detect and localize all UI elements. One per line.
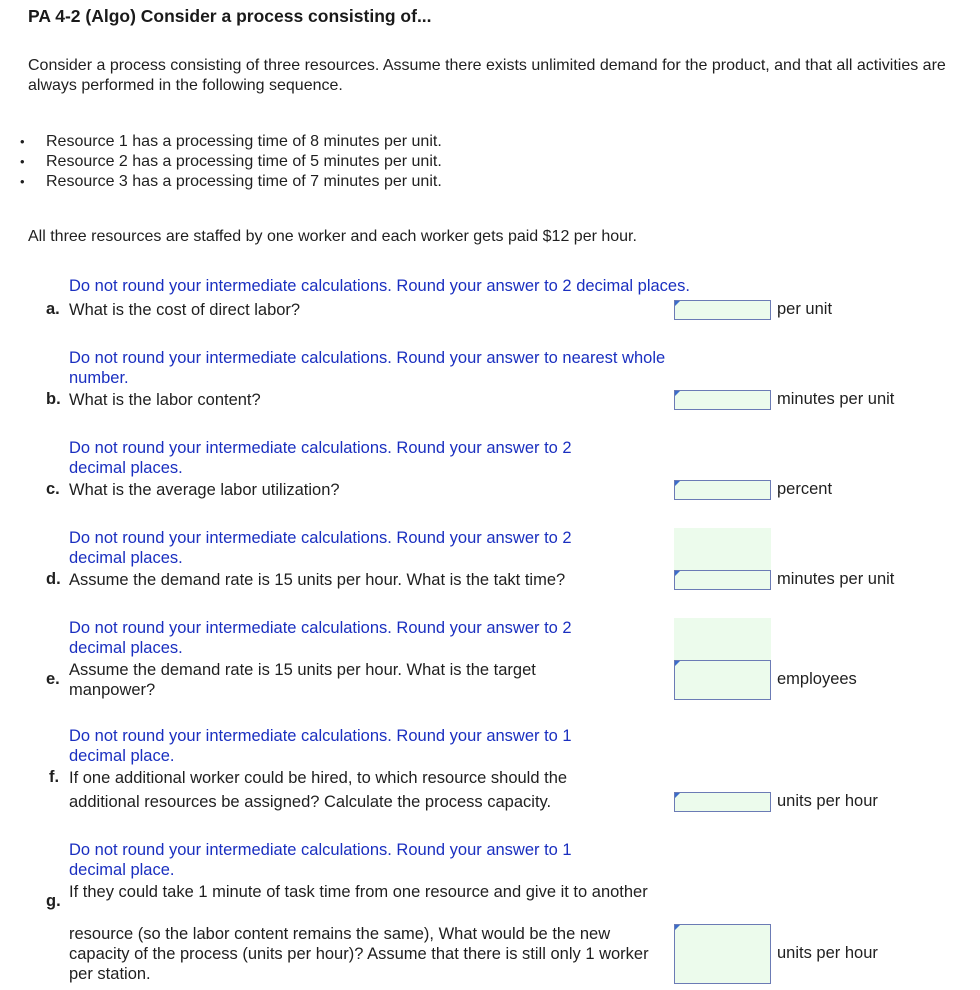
question-c-hint: Do not round your intermediate calculations. Round your answer to 2 decimal places.: [69, 439, 572, 477]
answer-a-input[interactable]: [674, 300, 771, 320]
answer-d-input[interactable]: [674, 570, 771, 590]
question-a-hint: Do not round your intermediate calculations. Round your answer to 2 decimal places.: [69, 277, 690, 295]
question-g-text-line1: If they could take 1 minute of task time from one resource and give it to another: [69, 883, 648, 901]
answer-b-input[interactable]: [674, 390, 771, 410]
question-f-hint: Do not round your intermediate calculations. Round your answer to 1 decimal place.: [69, 727, 572, 765]
problem-intro: Consider a process consisting of three resources. Assume there exists unlimited demand for the product, and that all activities are always performed in the following sequence.: [28, 57, 946, 94]
question-b-hint: Do not round your intermediate calculations. Round your answer to nearest whole number.: [69, 349, 666, 387]
answer-b-unit: minutes per unit: [777, 390, 895, 408]
question-d-letter: d.: [46, 570, 61, 588]
answer-f-unit: units per hour: [777, 792, 878, 810]
question-c-letter: c.: [46, 480, 60, 498]
question-g-text-line2: resource (so the labor content remains the same), What would be the new capacity of the process (units per hour)? Assume that there is still only 1 worker per station.: [69, 925, 649, 983]
staffing-statement: All three resources are staffed by one worker and each worker gets paid $12 per hour.: [28, 228, 637, 245]
question-b-text: What is the labor content?: [69, 391, 261, 409]
question-d-text: Assume the demand rate is 15 units per hour. What is the takt time?: [69, 571, 566, 589]
question-e-text: Assume the demand rate is 15 units per hour. What is the target manpower?: [69, 661, 536, 699]
answer-f-input[interactable]: [674, 792, 771, 812]
answer-e-padding: [674, 618, 771, 660]
question-e-letter: e.: [46, 670, 60, 688]
question-e-hint: Do not round your intermediate calculations. Round your answer to 2 decimal places.: [69, 619, 572, 657]
question-g-hint: Do not round your intermediate calculations. Round your answer to 1 decimal place.: [69, 841, 572, 879]
question-d-hint: Do not round your intermediate calculations. Round your answer to 2 decimal places.: [69, 529, 572, 567]
answer-a-unit: per unit: [777, 300, 833, 318]
question-a-letter: a.: [46, 300, 60, 318]
question-f-text-line1: If one additional worker could be hired, to which resource should the: [69, 769, 568, 787]
answer-c-unit: percent: [777, 480, 833, 498]
question-f-letter: f.: [49, 768, 60, 786]
answer-e-input[interactable]: [674, 660, 771, 700]
question-b-letter: b.: [46, 390, 61, 408]
answer-g-unit: units per hour: [777, 944, 878, 962]
answer-g-input[interactable]: [674, 924, 771, 984]
answer-d-padding: [674, 528, 771, 570]
answer-c-input[interactable]: [674, 480, 771, 500]
question-c-text: What is the average labor utilization?: [69, 481, 340, 499]
page-title: PA 4-2 (Algo) Consider a process consisting of...: [28, 6, 432, 26]
question-f-text-line2: additional resources be assigned? Calculate the process capacity.: [69, 793, 552, 811]
answer-d-unit: minutes per unit: [777, 570, 895, 588]
resource-list: [20, 132, 442, 192]
question-a-text: What is the cost of direct labor?: [69, 301, 301, 319]
list-item: • Resource 2 has a processing time of 5 minutes per unit.: [20, 152, 442, 172]
answer-e-unit: employees: [777, 670, 857, 688]
list-item: • Resource 1 has a processing time of 8 minutes per unit.: [20, 132, 442, 152]
question-g-letter: g.: [46, 892, 61, 910]
list-item: • Resource 3 has a processing time of 7 minutes per unit.: [20, 172, 442, 192]
